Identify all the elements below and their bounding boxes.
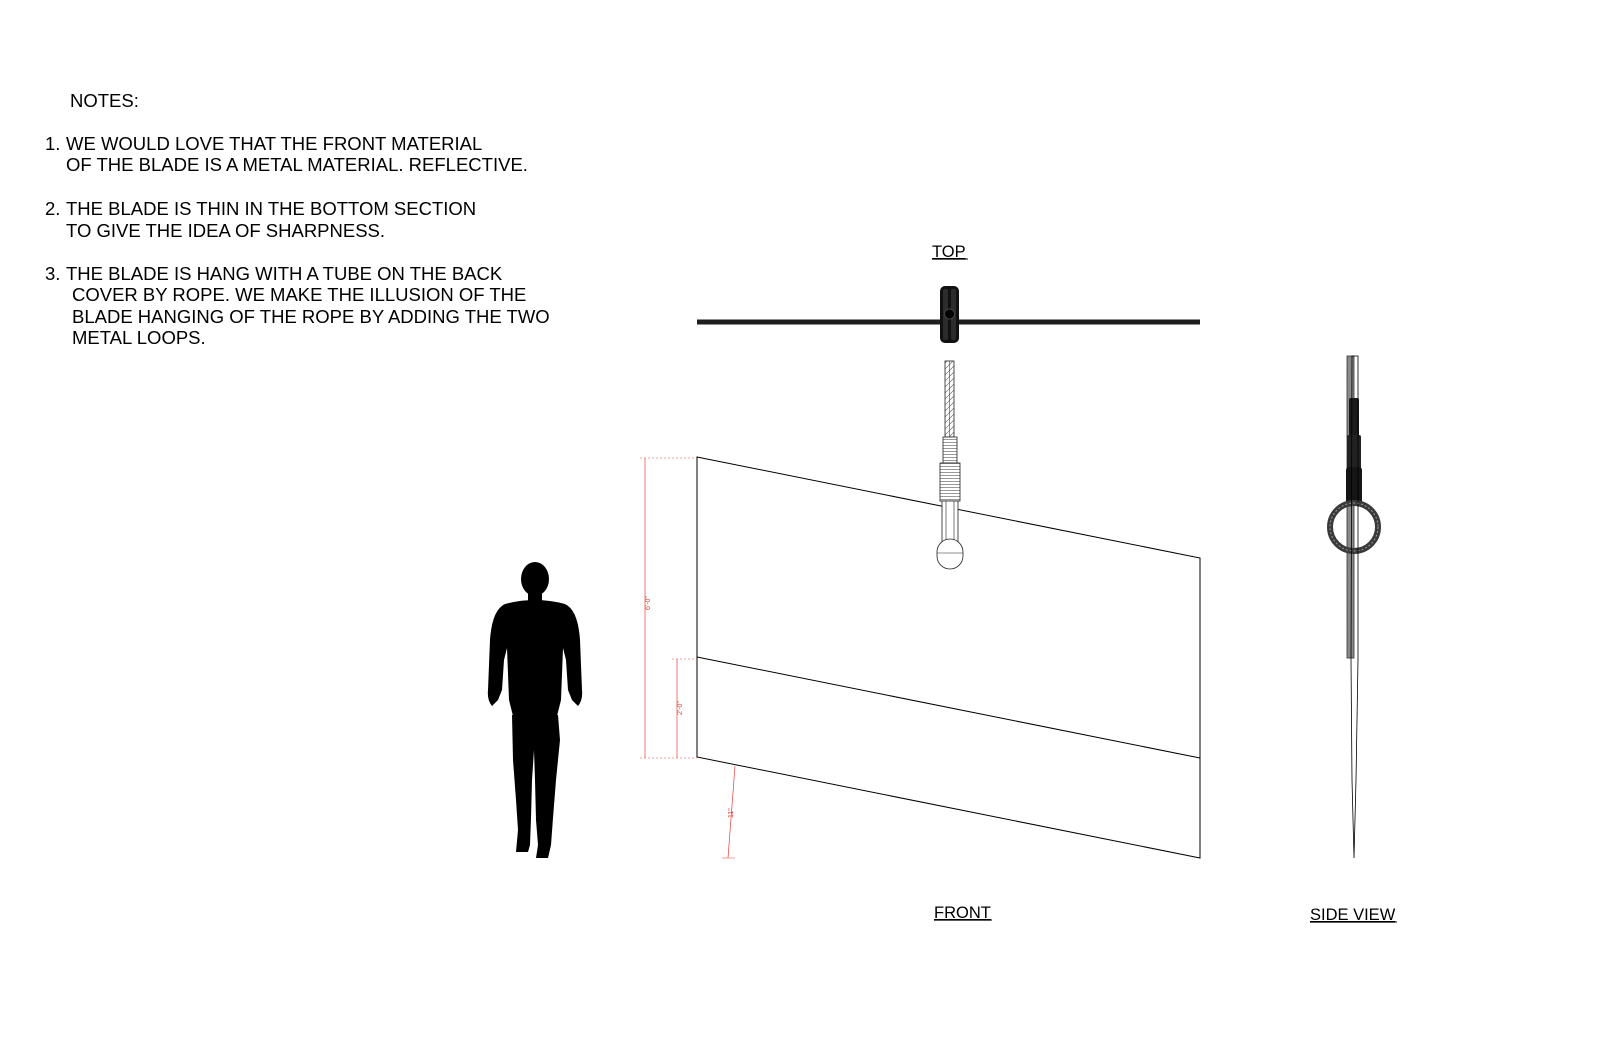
note-3-number: 3. — [45, 263, 61, 284]
front-blade-divider — [697, 657, 1200, 758]
front-view-label: FRONT — [934, 904, 991, 922]
note-3-line-1: THE BLADE IS HANG WITH A TUBE ON THE BACK — [66, 263, 503, 284]
dim-lower-label: 2'-0" — [677, 701, 684, 715]
top-view-label: TOP — [932, 243, 966, 261]
note-2-line-2: TO GIVE THE IDEA OF SHARPNESS. — [66, 220, 386, 241]
notes-title: NOTES: — [70, 90, 139, 111]
side-view-label: SIDE VIEW — [1310, 906, 1396, 924]
front-hanging-rope — [937, 361, 963, 569]
note-1-line-2: OF THE BLADE IS A METAL MATERIAL. REFLECTIVE. — [66, 154, 528, 175]
note-2-line-1: THE BLADE IS THIN IN THE BOTTOM SECTION — [66, 198, 477, 219]
note-2-number: 2. — [45, 198, 61, 219]
dim-overall-label: 6'-0" — [645, 596, 652, 610]
side-view — [1310, 356, 1397, 924]
dim-offset-label: 11" — [728, 808, 735, 818]
front-view — [640, 361, 1200, 922]
note-3-line-3: BLADE HANGING OF THE ROPE BY ADDING THE TWO — [72, 306, 550, 327]
front-dimensions — [640, 458, 735, 858]
note-3-line-2: COVER BY ROPE. WE MAKE THE ILLUSION OF THE — [72, 284, 527, 305]
note-1-line-1: WE WOULD LOVE THAT THE FRONT MATERIAL — [66, 133, 483, 154]
note-1-number: 1. — [45, 133, 61, 154]
top-view — [697, 243, 1200, 343]
human-scale-figure — [488, 562, 582, 858]
note-3-line-4: METAL LOOPS. — [72, 327, 206, 348]
top-rope-clamp — [940, 286, 959, 343]
